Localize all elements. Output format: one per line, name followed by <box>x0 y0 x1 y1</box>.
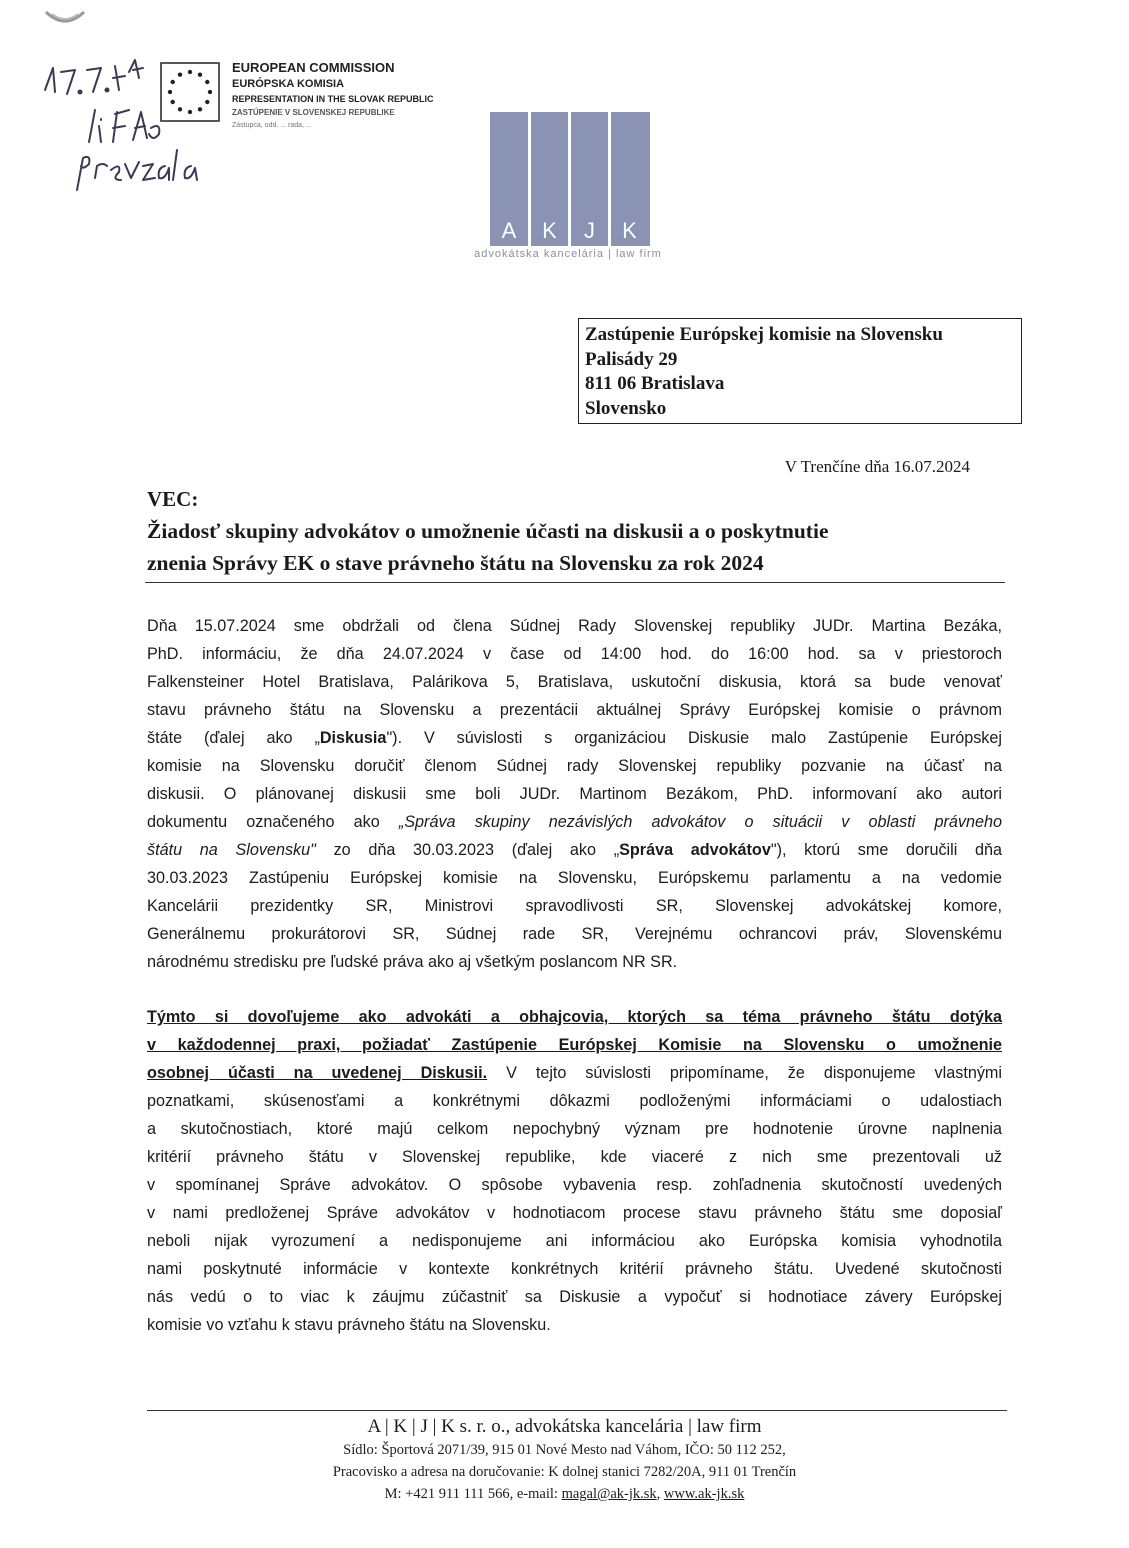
subject-line: Žiadosť skupiny advokátov o umožnenie účasti na diskusii a o poskytnutie <box>147 519 829 543</box>
logo-caption: advokátska kancelária | law firm <box>474 248 662 260</box>
text-span: V tejto súvislosti pripomíname, že disponujeme vlastnými <box>487 1064 1003 1082</box>
text-line: diskusii. O plánovanej diskusii sme boli JUDr. Martinom Bezákom, PhD. informovaní ako autori <box>147 785 1002 803</box>
text-line: 30.03.2023 Zastúpeniu Európskej komisie na Slovensku, Európskemu parlamentu a na vedomie <box>147 869 1002 887</box>
text-line <box>147 813 1002 832</box>
text-line: nás vedú o to viac k záujmu zúčastniť sa Diskusie a vypočuť si hodnotiace závery Európskej <box>147 1288 1002 1306</box>
stamp-line: ZASTÚPENIE V SLOVENSKEJ REPUBLIKE <box>232 108 395 117</box>
footer-firm-name: A | K | J | K s. r. o., advokátska kancelária | law firm <box>367 1416 762 1437</box>
document-title: štátu na Slovensku" <box>147 841 316 859</box>
text-line: v každodennej praxi, požiadať Zastúpenie Európskej Komisie na Slovensku o umožnenie <box>147 1036 1002 1054</box>
text-line: v nami predloženej Správe advokátov v hodnotiacom procese stavu právneho štátu sme doposiaľ <box>147 1204 1002 1222</box>
text-line: Generálnemu prokurátorovi SR, Súdnej rade SR, Verejnému ochrancovi práv, Slovenskému <box>147 925 1002 943</box>
text-span: štáte (ďalej ako „ <box>147 729 320 747</box>
subject-label: VEC: <box>147 487 199 511</box>
place-date: V Trenčíne dňa 16.07.2024 <box>784 457 970 476</box>
text-line: komisie vo vzťahu k stavu právneho štátu na Slovensku. <box>147 1316 551 1334</box>
footer-contacts <box>0 1486 1129 1503</box>
text-span: dokumentu označeného ako <box>147 813 399 831</box>
text-span: osobnej účasti na uvedenej Diskusii. <box>147 1064 488 1082</box>
stamp-line: EUROPEAN COMMISSION <box>232 60 395 75</box>
handwritten-note <box>25 30 225 200</box>
text-line: Kancelárii prezidentky SR, Ministrovi spravodlivosti SR, Slovenskej advokátskej komore, <box>147 897 1002 915</box>
recipient-address <box>578 318 1022 424</box>
recipient-line: 811 06 Bratislava <box>585 373 725 394</box>
text-line: Falkensteiner Hotel Bratislava, Palárikova 5, Bratislava, uskutoční diskusia, ktorá sa bude venovať <box>147 673 1002 691</box>
logo-letter: K <box>622 218 637 243</box>
text-line: Týmto si dovoľujeme ako advokáti a obhajcovia, ktorých sa téma právneho štátu dotýka <box>147 1008 1002 1026</box>
text-line <box>147 841 1002 860</box>
document-title: „Správa skupiny nezávislých advokátov o situácii v oblasti právneho <box>398 813 1002 831</box>
website-link[interactable]: www.ak-jk.sk <box>663 1486 745 1502</box>
text-line: stavu právneho štátu na Slovensku a prezentácii aktuálnej Správy Európskej komisie o právnom <box>147 701 1002 719</box>
text-line: národnému stredisku pre ľudské práva ako aj všetkým poslancom NR SR. <box>147 953 678 971</box>
text-line: kritérií právneho štátu v Slovenskej republike, kde viaceré z nich sme prezentovali už <box>147 1148 1002 1166</box>
stamp-line: Zástupca, odd. ... rada, ... <box>232 122 312 129</box>
text-line: Dňa 15.07.2024 sme obdržali od člena Súdnej Rady Slovenskej republiky JUDr. Martina Bezáka, <box>147 617 1002 635</box>
text-span: "). V súvislosti s organizáciou Diskusie malo Zastúpenie Európskej <box>386 729 1002 747</box>
stamp-line: REPRESENTATION IN THE SLOVAK REPUBLIC <box>232 94 434 104</box>
text-span: "), ktorú sme doručili dňa <box>770 841 1003 859</box>
recipient-line: Slovensko <box>585 397 667 419</box>
logo-letter: A <box>501 218 517 243</box>
text-line <box>147 729 1002 748</box>
footer-phone: M: +421 911 111 566, e-mail: <box>384 1486 562 1502</box>
recipient-line: Palisády 29 <box>585 348 678 370</box>
footer-divider <box>147 1410 1007 1411</box>
text-line: neboli nijak vyrozumení a nedisponujeme ani informáciou ako Európska komisia vyhodnotila <box>147 1232 1002 1250</box>
footer-registered-office: Sídlo: Športová 2071/39, 915 01 Nové Mesto nad Váhom, IČO: 50 112 252, <box>343 1442 786 1458</box>
text-line <box>147 1064 1002 1083</box>
email-link[interactable]: magal@ak-jk.sk <box>561 1486 657 1502</box>
text-line: poznatkami, skúsenosťami a konkrétnymi dôkazmi podloženými informáciami o udalostiach <box>147 1092 1002 1110</box>
logo-letter: J <box>584 218 595 243</box>
text-line: v spomínanej Správe advokátov. O spôsobe vybavenia resp. zohľadnenia skutočností uvedených <box>147 1176 1002 1194</box>
defined-term: Diskusia <box>319 729 387 747</box>
text-line: nami poskytnuté informácie v kontexte konkrétnych kritérií právneho štátu. Uvedené skutočnosti <box>147 1260 1002 1278</box>
subject-line: znenia Správy EK o stave právneho štátu na Slovensku za rok 2024 <box>147 551 764 575</box>
defined-term: Správa advokátov <box>619 841 771 859</box>
logo-letter: K <box>542 218 557 243</box>
corner-mark <box>40 8 90 28</box>
text-line: PhD. informáciu, že dňa 24.07.2024 v čase od 14:00 hod. do 16:00 hod. sa v priestoroch <box>147 645 1002 663</box>
text-line: a skutočnostiach, ktoré majú celkom nepochybný význam pre hodnotenie úrovne naplnenia <box>147 1120 1002 1138</box>
footer-separator: , <box>656 1486 664 1502</box>
stamp-line: EURÓPSKA KOMISIA <box>232 78 345 90</box>
text-line: komisie na Slovensku doručiť členom Súdnej rady Slovenskej republiky pozvanie na účasť na <box>147 757 1002 775</box>
footer-delivery-address: Pracovisko a adresa na doručovanie: K dolnej stanici 7282/20A, 911 01 Trenčín <box>332 1464 797 1480</box>
akjk-logo <box>490 112 650 246</box>
recipient-line: Zastúpenie Európskej komisie na Slovensku <box>585 324 943 345</box>
text-span: zo dňa 30.03.2023 (ďalej ako „ <box>315 841 620 859</box>
divider <box>145 582 1005 583</box>
